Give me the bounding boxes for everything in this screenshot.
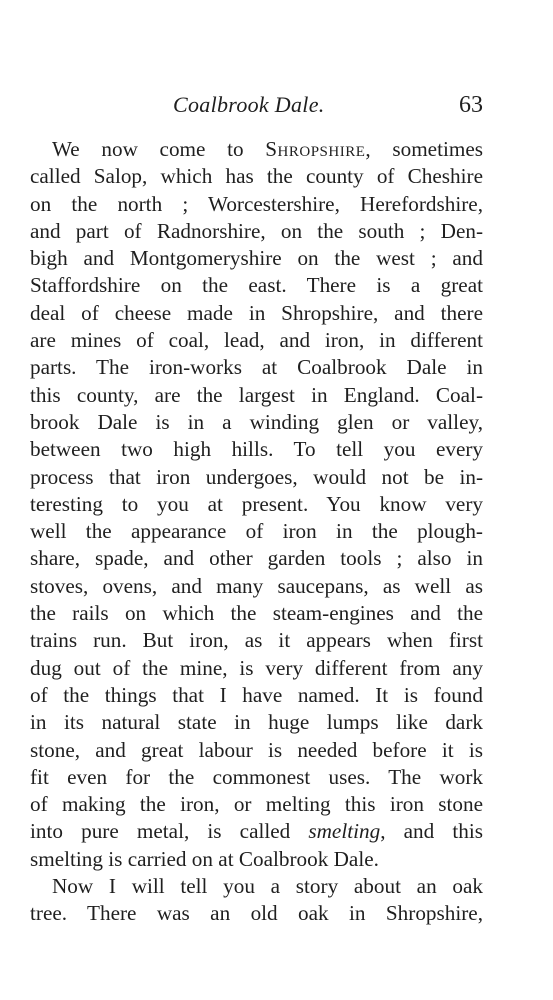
text-line: trains run. But iron, as it appears when first (30, 628, 483, 653)
text-line: in its natural state in huge lumps like dark (30, 710, 483, 735)
text-line: the rails on which the steam-engines and the (30, 601, 483, 626)
text-line: bigh and Montgomeryshire on the west ; and (30, 246, 483, 271)
paragraph (30, 136, 483, 873)
text-line: well the appearance of iron in the plough- (30, 519, 483, 544)
running-header (30, 88, 483, 122)
body-text (30, 136, 483, 928)
text-line: dug out of the mine, is very different from any (30, 655, 483, 680)
text-line: into pure metal, is called smelting, and this (30, 819, 483, 844)
text-line: are mines of coal, lead, and iron, in different (30, 328, 483, 353)
text-line: parts. The iron-works at Coalbrook Dale in (30, 355, 483, 380)
text-line: Now I will tell you a story about an oak (52, 874, 483, 899)
text-line: fit even for the commonest uses. The work (30, 764, 483, 789)
page-number: 63 (459, 92, 483, 118)
text-line: called Salop, which has the county of Cheshire (30, 164, 483, 189)
text-line: teresting to you at present. You know very (30, 491, 483, 516)
text-line: and part of Radnorshire, on the south ; Den- (30, 218, 483, 243)
place-name-small-caps: Shropshire (265, 137, 366, 161)
text-line: process that iron undergoes, would not be in- (30, 464, 483, 489)
running-title: Coalbrook Dale. (173, 92, 325, 117)
text-line: stoves, ovens, and many saucepans, as well as (30, 573, 483, 598)
text-line: smelting is carried on at Coalbrook Dale. (30, 846, 379, 871)
text-line: deal of cheese made in Shropshire, and there (30, 300, 483, 325)
italic-term: smelting (308, 819, 381, 844)
text-line: this county, are the largest in England. Coal- (30, 382, 483, 407)
paragraph (30, 873, 483, 928)
text-line: between two high hills. To tell you every (30, 437, 483, 462)
text-line: share, spade, and other garden tools ; also in (30, 546, 483, 571)
text-line: of the things that I have named. It is found (30, 682, 483, 707)
text-line: stone, and great labour is needed before it is (30, 737, 483, 762)
text-line: We now come to Shropshire, sometimes (52, 137, 483, 161)
text-line: Staffordshire on the east. There is a great (30, 273, 483, 298)
text-line: brook Dale is in a winding glen or valley, (30, 409, 483, 434)
text-line: on the north ; Worcestershire, Herefordshire, (30, 191, 483, 216)
text-line: of making the iron, or melting this iron stone (30, 792, 483, 817)
text-line: tree. There was an old oak in Shropshire, (30, 901, 483, 926)
